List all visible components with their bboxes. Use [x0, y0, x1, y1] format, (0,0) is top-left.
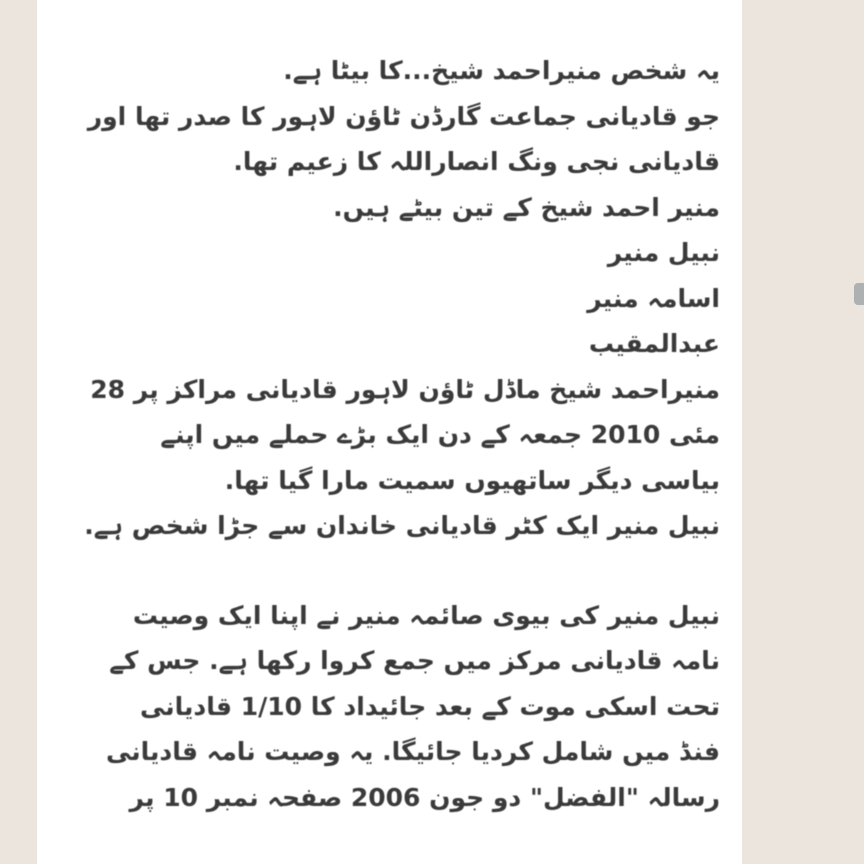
message-paragraph-1: [67, 48, 720, 549]
message-line: منیر احمد شیخ کے تین بیٹے ہیں.: [333, 192, 720, 222]
message-line: نبیل منیر کی بیوی صائمہ منیر نے اپنا ایک وصیت: [132, 600, 720, 630]
message-bubble[interactable]: [37, 0, 742, 864]
message-line: رسالہ "الفضل" دو جون 2006 صفحہ نمبر 10 پر: [129, 782, 720, 812]
message-line: فنڈ میں شامل کردیا جائیگا. یہ وصیت نامہ قادیانی: [105, 737, 720, 766]
message-line: عبدالمقیب: [588, 329, 720, 358]
message-line: تحت اسکی موت کے بعد جائیداد کا 1/10 قادیانی: [139, 691, 720, 721]
message-paragraph-2: [67, 593, 720, 821]
message-line: منیراحمد شیخ ماڈل ٹاؤن لاہور قادیانی مراکز پر 28: [90, 374, 720, 404]
message-line: نبیل منیر ایک کٹر قادیانی خاندان سے جڑا شخص ہے.: [84, 511, 720, 540]
paragraph-gap: [67, 549, 720, 593]
message-line: جو قادیانی جماعت گارڈن ٹاؤن لاہور کا صدر تھا اور: [87, 101, 720, 131]
message-line: نبیل منیر: [607, 238, 720, 267]
message-line: مئی 2010 جمعہ کے دن ایک بڑے حملے میں اپنے: [160, 420, 720, 449]
message-line: اسامہ منیر: [587, 283, 720, 313]
message-line: نامہ قادیانی مرکز میں جمع کروا رکھا ہے. جس کے: [109, 646, 720, 675]
message-line: قادیانی نجی ونگ انصاراللہ کا زعیم تھا.: [233, 147, 720, 176]
message-line: یہ شخص منیراحمد شیخ...کا بیٹا ہے.: [283, 56, 720, 85]
message-line: بیاسی دیگر ساتھیوں سمیت مارا گیا تھا.: [224, 465, 720, 495]
forward-icon[interactable]: [854, 283, 864, 305]
